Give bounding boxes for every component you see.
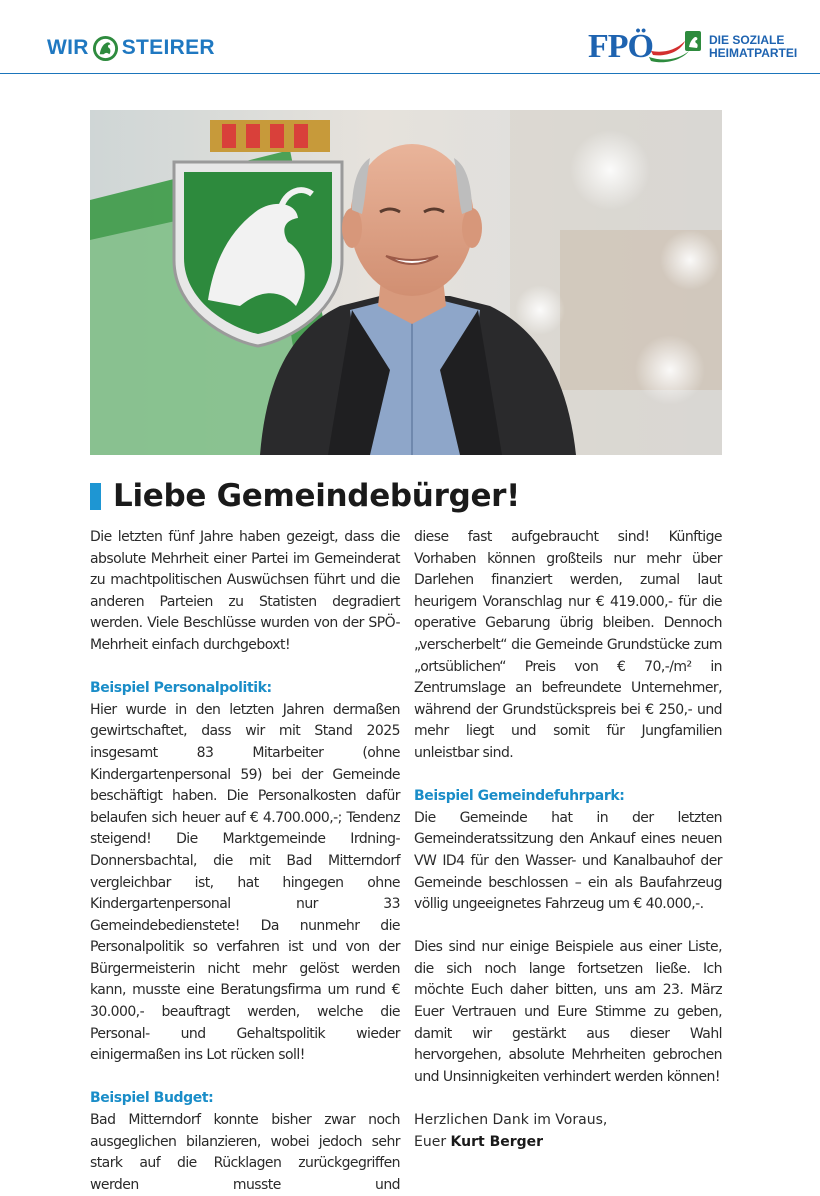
thanks-line: Herzlichen Dank im Voraus, [414,1112,608,1129]
page-header [0,0,820,74]
right-column [414,527,722,1153]
fpo-logo [588,26,797,68]
signoff-prefix: Euer [414,1133,447,1150]
header-divider [0,73,820,74]
fpo-letters: FPÖ [588,28,653,65]
intro-paragraph: Die letzten fünf Jahre haben gezeigt, dass die absolute Mehrheit einer Partei im Gemeinderat zu machtpolitischen Auswüchsen führt und die anderen Parteien zu Statisten degradiert werden. Viele Beschlüsse wurden von der SPÖ-Mehrheit einfach durchgeboxt! [90,529,400,653]
heading-fuhrpark: Beispiel Gemeindefuhrpark: [414,788,625,805]
closing-paragraph: Dies sind nur einige Beispiele aus einer Liste, die sich noch lange fortsetzen ließe. Ich möchte Euch daher bitten, uns am 23. März Euer Vertrauen und Eure Stimme zu geben, damit wir gestärkt aus dieser Wahl hervorgehen, absolute Mehrheiten gebrochen und Unsinnigkeiten verhindert werden können! [414,939,722,1085]
title-accent-bar [90,483,101,510]
logo-word-wir: WIR [47,36,89,59]
heading-budget: Beispiel Budget: [90,1090,214,1107]
left-column [90,527,400,1196]
author-name: Kurt Berger [450,1133,544,1150]
heading-personalpolitik: Beispiel Personalpolitik: [90,680,272,697]
portrait-photo [90,110,722,455]
signature-line [414,1132,722,1154]
fpo-tagline-line2: HEIMATPARTEI [708,46,798,60]
logo-word-steirer: STEIRER [121,36,215,59]
article-title [90,474,520,518]
page-title: Liebe Gemeindebürger! [113,478,521,514]
styrian-panther-seal-icon [92,35,119,62]
wir-steirer-logo [47,28,215,68]
fpo-swoosh-icon [645,27,705,67]
fpo-tagline [709,34,797,60]
paragraph-budget-part2: diese fast aufgebraucht sind! Künftige Vorhaben können großteils nur mehr über Darlehen finanziert werden, zumal laut heurigem Voranschlag nur € 419.000,- für die operative Gebarung übrig bleiben. Dennoch „verscherbelt“ die Gemeinde Grundstücke zum „ortsüblichen“ Preis von € 70,-/m² in Zentrumslage an befreundete Unternehmer, während der Grundstückspreis bei € 250,- und mehr liegt und somit für Jungfamilien unleistbar sind. [414,529,722,761]
paragraph-budget-part1: Bad Mitterndorf konnte bisher zwar noch ausgeglichen bilanzieren, wobei jedoch sehr stark auf die Rücklagen zurückgegriffen werden musste und [90,1112,400,1193]
paragraph-personalpolitik: Hier wurde in den letzten Jahren dermaßen gewirtschaftet, dass wir mit Stand 2025 insgesamt 83 Mitarbeiter (ohne Kindergartenpersonal 59) bei der Gemeinde beschäftigt haben. Die Personalkosten dafür belaufen sich heuer auf € 4.700.000,-; Tendenz steigend! Die Marktgemeinde Irdning-Donnersbachtal, die mit Bad Mitterndorf vergleichbar ist, hat hingegen ohne Kindergartenpersonal nur 33 Gemeindebedienstete! Da nunmehr die Personalpolitik so verfahren ist und von der Bürgermeisterin nicht mehr gelöst werden kann, musste eine Beratungsfirma um rund € 30.000,- beauftragt werden, welche die Personal- und Gehaltspolitik wieder einigermaßen ins Lot rücken soll! [90,701,400,1064]
paragraph-fuhrpark: Die Gemeinde hat in der letzten Gemeinderatssitzung den Ankauf eines neuen VW ID4 für den Wasser- und Kanalbauhof der Gemeinde beschlossen – ein als Baufahrzeug völlig ungeeignetes Fahrzeug um € 40.000,-. [414,809,722,913]
fpo-tagline-line1: DIE SOZIALE [708,33,785,47]
